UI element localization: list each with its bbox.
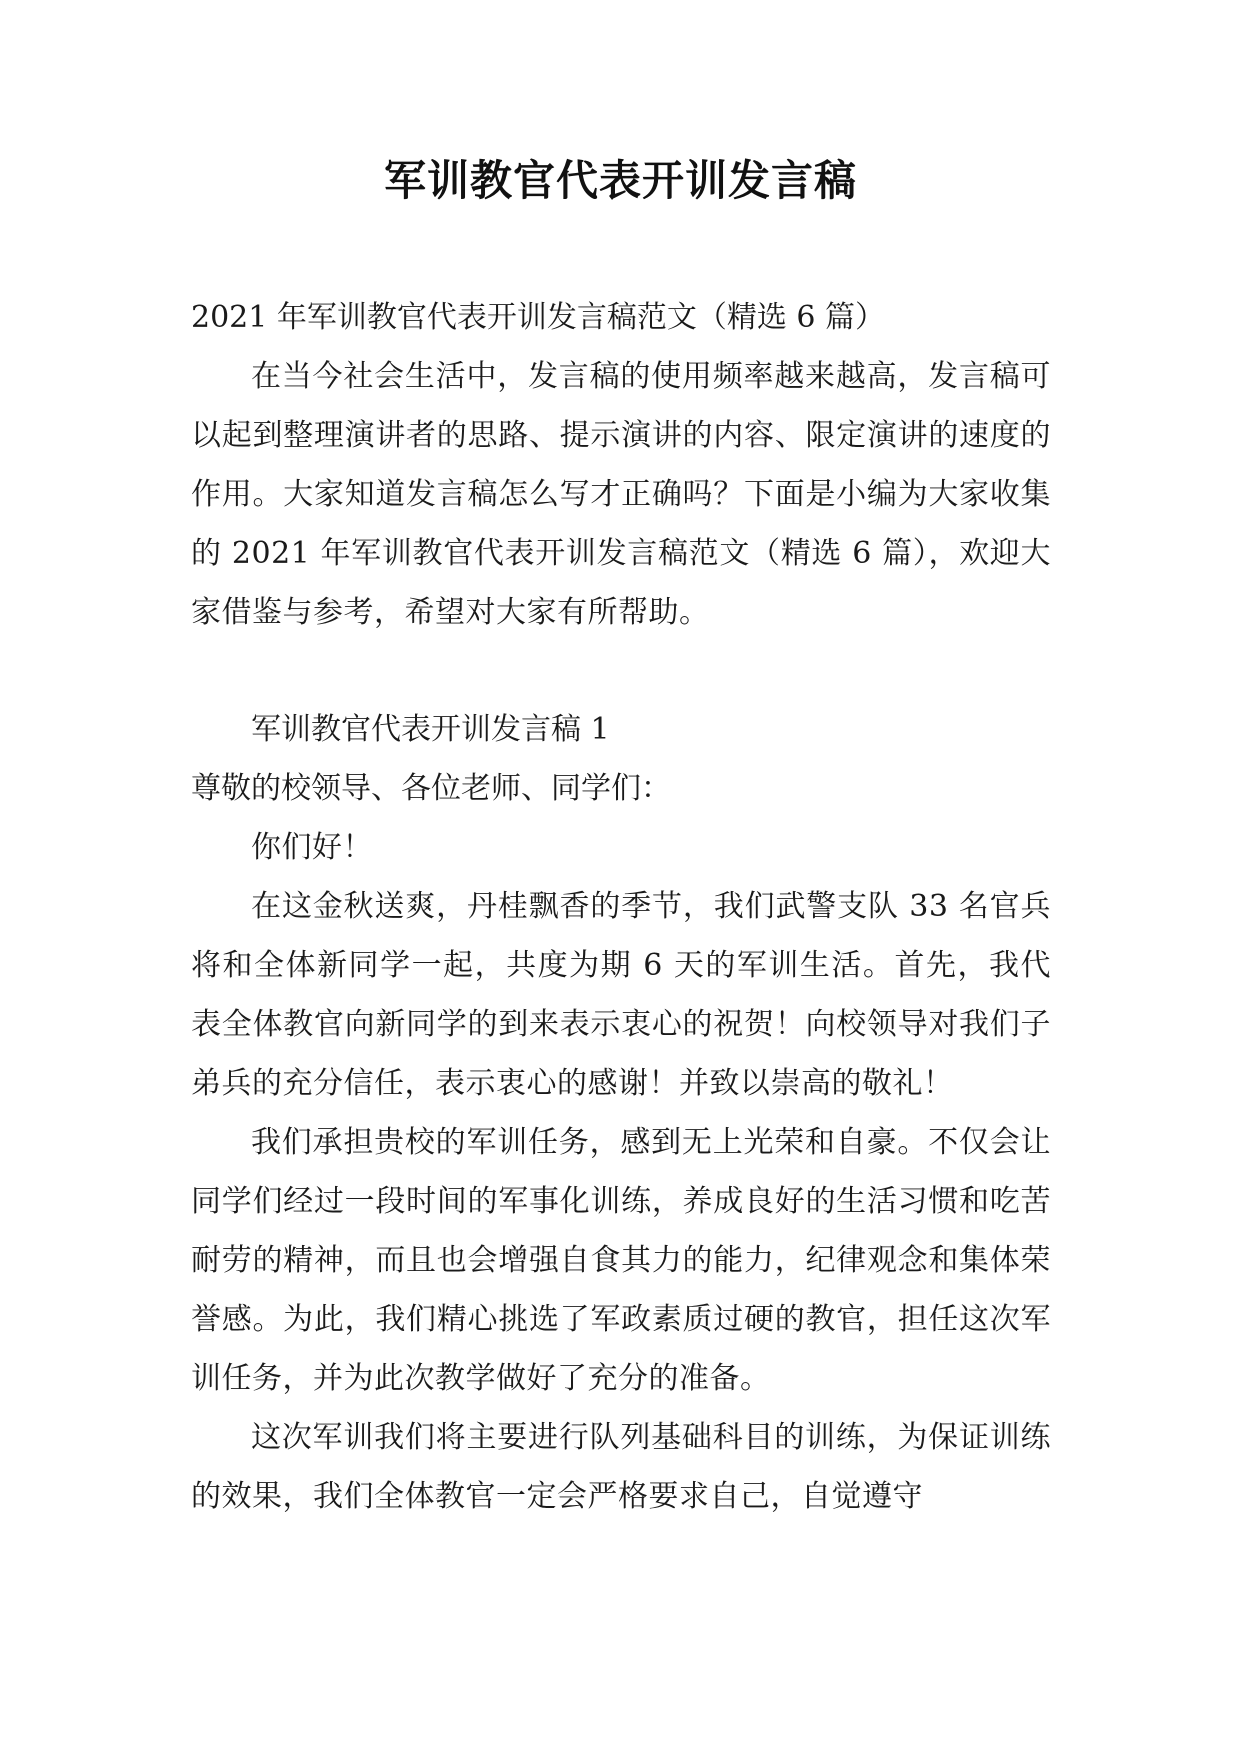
document-subtitle: 2021 年军训教官代表开训发言稿范文（精选 6 篇）	[191, 300, 886, 335]
speech-paragraph: 在这金秋送爽，丹桂飘香的季节，我们武警支队 33 名官兵将和全体新同学一起，共度为期 6 天的军训生活。首先，我代表全体教官向新同学的到来表示衷心的祝贺！向校领导对我们子弟兵的充分信任，表示衷心的感谢！并致以崇高的敬礼！	[191, 889, 1051, 1101]
speech-paragraph: 我们承担贵校的军训任务，感到无上光荣和自豪。不仅会让同学们经过一段时间的军事化训练，养成良好的生活习惯和吃苦耐劳的精神，而且也会增强自食其力的能力，纪律观念和集体荣誉感。为此，我们精心挑选了军政素质过硬的教官，担任这次军训任务，并为此次教学做好了充分的准备。	[191, 1125, 1051, 1396]
intro-block	[191, 347, 1051, 642]
section-heading: 军训教官代表开训发言稿 1	[251, 712, 610, 747]
speech-body	[191, 759, 1051, 1526]
greeting: 你们好！	[251, 830, 373, 865]
document-title: 军训教官代表开训发言稿	[383, 156, 857, 205]
salutation: 尊敬的校领导、各位老师、同学们：	[191, 771, 671, 806]
intro-paragraph: 在当今社会生活中，发言稿的使用频率越来越高，发言稿可以起到整理演讲者的思路、提示演讲的内容、限定演讲的速度的作用。大家知道发言稿怎么写才正确吗？下面是小编为大家收集的 2021 年军训教官代表开训发言稿范文（精选 6 篇），欢迎大家借鉴与参考，希望对大家有所帮助。	[191, 359, 1051, 630]
speech-paragraph: 这次军训我们将主要进行队列基础科目的训练，为保证训练的效果，我们全体教官一定会严格要求自己，自觉遵守	[191, 1420, 1051, 1514]
